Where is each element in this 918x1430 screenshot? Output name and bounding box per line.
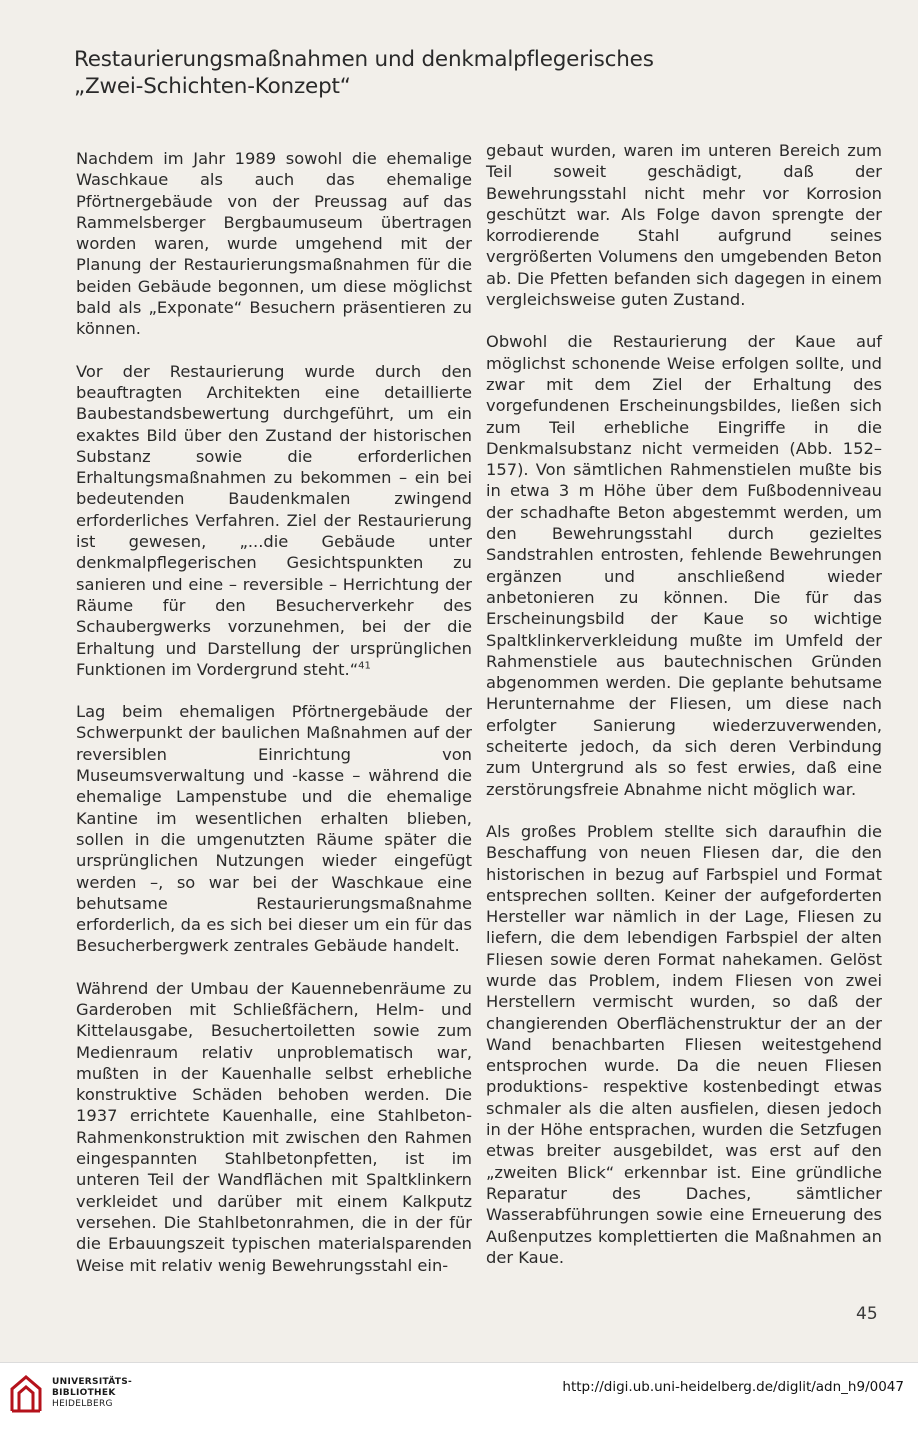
library-name-line-2: BIBLIOTHEK [52,1388,116,1398]
paragraph-left-2-text: Vor der Restaurierung wurde durch den beauftragten Architekten eine detaillierte Baubestandsbewertung durchgeführt, um ein exaktes Bild über den Zustand der historischen Substanz sowie die erforderlichen Erhaltungsmaßnahmen zu bekommen – ein bei bedeutenden Baudenkmalen zwingend erforderliches Verfahren. Ziel der Restaurierung ist gewesen, „...die Gebäude unter denkmalpflegerischen Gesichtspunkten zu sanieren und eine – reversible – Herrichtung der Räume für den Besucherverkehr des Schaubergwerks vorzunehmen, bei der die Erhaltung und Darstellung der ursprünglichen Funktionen im Vordergrund steht.“ [76,361,472,679]
digitization-footer [0,1362,918,1430]
paragraph-right-2: Obwohl die Restaurierung der Kaue auf möglichst schonende Weise erfolgen sollte, und zwar mit dem Ziel der Erhaltung des vorgefundenen Erscheinungsbildes, ließen sich zum Teil erhebliche Eingriffe in die Denkmalsubstanz nicht vermeiden (Abb. 152–157). Von sämtlichen Rahmenstielen mußte bis in etwa 3 m Höhe über dem Fußbodenniveau der schadhafte Beton abgestemmt werden, um den Bewehrungsstahl durch gezieltes Sandstrahlen entrosten, fehlende Bewehrungen ergänzen und anschließend wieder anbetonieren zu können. Die für das Erscheinungsbild der Kaue so wichtige Spaltklinkerverkleidung mußte im Umfeld der Rahmenstiele aus bautechnischen Gründen abgenommen werden. Die geplante behutsame Herunternahme der Fliesen, um diese nach erfolgter Sanierung wiederzuverwenden, scheiterte jedoch, da sich deren Verbindung zum Untergrund als so fest erwies, daß eine zerstörungsfreie Abnahme nicht möglich war. [486,332,882,799]
library-name[interactable] [52,1377,132,1410]
ub-heidelberg-logo-icon[interactable] [8,1373,44,1413]
paragraph-left-1: Nachdem im Jahr 1989 sowohl die ehemalige Waschkaue als auch das ehemalige Pförtnergebäude von der Preussag auf das Rammelsberger Bergbaumuseum übertragen worden waren, wurde umgehend mit der Planung der Restaurierungsmaßnahmen für die beiden Gebäude begonnen, um diese möglichst bald als „Exponate“ Besuchern präsentieren zu können. [76,149,472,339]
paragraph-right-1: gebaut wurden, waren im unteren Bereich zum Teil soweit geschädigt, daß der Bewehrungsstahl nicht mehr vor Korrosion geschützt war. Als Folge davon sprengte der korrodierende Stahl aufgrund seines vergrößerten Volumens den umgebenden Beton ab. Die Pfetten befanden sich dagegen in einem vergleichsweise guten Zustand. [486,141,882,310]
right-text-column [486,140,882,1289]
paragraph-right-3: Als großes Problem stellte sich daraufhin die Beschaffung von neuen Fliesen dar, die den historischen in bezug auf Farbspiel und Format entsprechen sollten. Keiner der aufgeforderten Hersteller war nämlich in der Lage, Fliesen zu liefern, die dem lebendigen Farbspiel der alten Fliesen sowie deren Format nahekamen. Gelöst wurde das Problem, indem Fliesen von zwei Herstellern vermischt wurden, so daß der changierenden Oberflächenstruktur der an der Wand benachbarten Fliesen weitestgehend entsprochen wurde. Da die neuen Fliesen produktions- respektive kostenbedingt etwas schmaler als die alten ausfielen, diesen jedoch in der Höhe entsprachen, wurden die Setzfugen etwas breiter ausgebildet, was erst auf den „zweiten Blick“ erkennbar ist. Eine gründliche Reparatur des Daches, sämtlicher Wasserabführungen sowie eine Erneuerung des Außenputzes komplettierten die Maßnahmen an der Kaue. [486,821,882,1267]
paragraph-left-2 [76,361,472,680]
section-title-line-1: Restaurierungsmaßnahmen und denkmalpflegerisches [74,47,654,72]
section-title [74,46,854,100]
section-title-line-2: „Zwei-Schichten-Konzept“ [74,74,351,99]
footnote-marker: 41 [358,660,371,672]
library-name-line-3: HEIDELBERG [52,1399,113,1409]
paragraph-left-3: Lag beim ehemaligen Pförtnergebäude der Schwerpunkt der baulichen Maßnahmen auf der reversiblen Einrichtung von Museumsverwaltung und -kasse – während die ehemalige Lampenstube und die ehemalige Kantine im wesentlichen erhalten blieben, sollen in die umgenutzten Räume später die ursprünglichen Nutzungen wieder eingefügt werden –, so war bei der Waschkaue eine behutsame Restaurierungsmaßnahme erforderlich, da es sich bei dieser um ein für das Besucherbergwerk zentrales Gebäude handelt. [76,702,472,956]
left-text-column [76,148,472,1297]
source-url-link[interactable]: http://digi.ub.uni-heidelberg.de/diglit/adn_h9/0047 [562,1379,904,1395]
page-number: 45 [856,1304,878,1324]
paragraph-left-4: Während der Umbau der Kauennebenräume zu Garderoben mit Schließfächern, Helm- und Kittelausgabe, Besuchertoiletten sowie zum Medienraum relativ unproblematisch war, mußten in der Kauenhalle selbst erhebliche konstruktive Schäden behoben werden. Die 1937 errichtete Kauenhalle, eine Stahlbeton-Rahmenkonstruktion mit zwischen den Rahmen eingespannten Stahlbetonpfetten, ist im unteren Teil der Wandflächen mit Spaltklinkern verkleidet und darüber mit einem Kalkputz versehen. Die Stahlbetonrahmen, die in der für die Erbauungszeit typischen materialsparenden Weise mit relativ wenig Bewehrungsstahl ein- [76,978,472,1275]
library-name-line-1: UNIVERSITÄTS- [52,1377,133,1387]
